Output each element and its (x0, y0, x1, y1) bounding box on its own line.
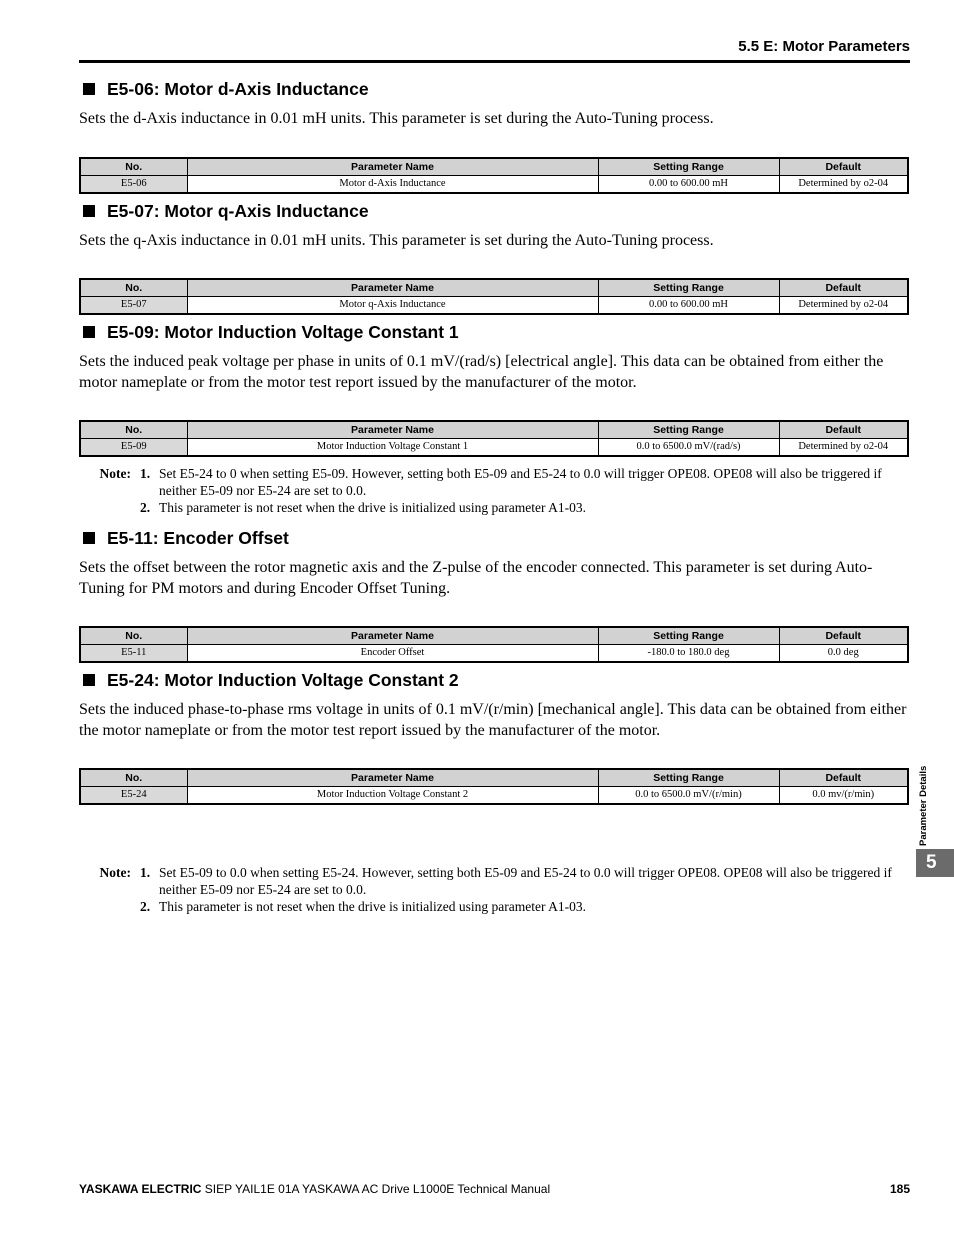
table-header-row (80, 158, 908, 176)
col-header-no: No. (80, 421, 187, 439)
header-title: 5.5 E: Motor Parameters (738, 38, 910, 55)
cell-name: Motor Induction Voltage Constant 1 (187, 439, 598, 457)
square-bullet-icon (83, 326, 95, 338)
table-e5-11 (79, 626, 907, 663)
cell-name: Motor Induction Voltage Constant 2 (187, 787, 598, 805)
col-header-no: No. (80, 279, 187, 297)
footer-doc-title: SIEP YAIL1E 01A YASKAWA AC Drive L1000E Technical Manual (201, 1182, 551, 1196)
page-footer (79, 1181, 910, 1197)
note-item (79, 898, 907, 915)
note-text: This parameter is not reset when the drive is initialized using parameter A1-03. (159, 500, 586, 515)
col-header-no: No. (80, 769, 187, 787)
table-e5-06 (79, 157, 907, 194)
parameter-table (79, 768, 909, 805)
cell-name: Motor q-Axis Inductance (187, 297, 598, 315)
col-header-name: Parameter Name (187, 421, 598, 439)
table-header-row (80, 627, 908, 645)
col-header-range: Setting Range (598, 769, 779, 787)
note-label: Note: (99, 466, 131, 481)
note-text: This parameter is not reset when the drive is initialized using parameter A1-03. (159, 899, 586, 914)
page-header (79, 38, 910, 63)
table-row (80, 439, 908, 457)
col-header-default: Default (779, 279, 908, 297)
note-item (79, 499, 907, 516)
section-title: E5-09: Motor Induction Voltage Constant 1 (83, 322, 907, 342)
col-header-range: Setting Range (598, 421, 779, 439)
cell-range: 0.00 to 600.00 mH (598, 297, 779, 315)
note-text: Set E5-24 to 0 when setting E5-09. However, setting both E5-09 and E5-24 to 0.0 will trigger OPE08. OPE08 will also be triggered if neither E5-09 nor E5-24 are set to 0.0. (159, 466, 882, 498)
cell-default: Determined by o2-04 (779, 439, 908, 457)
section-title: E5-07: Motor q-Axis Inductance (83, 201, 907, 221)
side-tab-label: Parameter Details (918, 765, 929, 846)
table-header-row (80, 279, 908, 297)
col-header-name: Parameter Name (187, 279, 598, 297)
table-row (80, 787, 908, 805)
section-e5-24 (79, 670, 907, 741)
parameter-table (79, 278, 909, 315)
table-row (80, 176, 908, 194)
col-header-range: Setting Range (598, 627, 779, 645)
cell-default: 0.0 mv/(r/min) (779, 787, 908, 805)
section-description: Sets the offset between the rotor magnetic axis and the Z-pulse of the encoder connected. This parameter is set during Auto-Tuning for PM motors and during Encoder Offset Tuning. (79, 559, 873, 597)
col-header-range: Setting Range (598, 279, 779, 297)
col-header-name: Parameter Name (187, 158, 598, 176)
col-header-no: No. (80, 627, 187, 645)
table-row (80, 645, 908, 663)
cell-name: Motor d-Axis Inductance (187, 176, 598, 194)
table-e5-24 (79, 768, 907, 805)
square-bullet-icon (83, 674, 95, 686)
note-item (79, 465, 907, 499)
cell-no: E5-09 (80, 439, 187, 457)
section-title: E5-24: Motor Induction Voltage Constant 2 (83, 670, 907, 690)
page-number: 185 (889, 1182, 910, 1196)
cell-no: E5-06 (80, 176, 187, 194)
chapter-number: 5 (926, 852, 937, 873)
col-header-default: Default (779, 627, 908, 645)
note-number: 2. (139, 899, 151, 914)
square-bullet-icon (83, 205, 95, 217)
table-e5-09 (79, 420, 907, 457)
table-header-row (80, 421, 908, 439)
section-e5-07 (79, 201, 907, 252)
table-header-row (80, 769, 908, 787)
parameter-table (79, 420, 909, 457)
square-bullet-icon (83, 532, 95, 544)
col-header-no: No. (80, 158, 187, 176)
section-title: E5-06: Motor d-Axis Inductance (83, 79, 907, 99)
footer-brand: YASKAWA ELECTRIC (79, 1182, 202, 1196)
table-e5-07 (79, 278, 907, 315)
section-e5-11 (79, 528, 907, 599)
section-e5-06 (79, 79, 907, 130)
section-title: E5-11: Encoder Offset (83, 528, 907, 548)
cell-no: E5-11 (80, 645, 187, 663)
note-number: 1. (139, 466, 151, 481)
col-header-default: Default (779, 421, 908, 439)
col-header-range: Setting Range (598, 158, 779, 176)
cell-default: Determined by o2-04 (779, 297, 908, 315)
cell-no: E5-07 (80, 297, 187, 315)
table-row (80, 297, 908, 315)
note-text: Set E5-09 to 0.0 when setting E5-24. However, setting both E5-09 and E5-24 to 0.0 will trigger OPE08. OPE08 will also be triggered if neither E5-09 nor E5-24 are set to 0.0. (159, 865, 892, 897)
section-description: Sets the q-Axis inductance in 0.01 mH units. This parameter is set during the Auto-Tuning process. (79, 232, 714, 249)
col-header-default: Default (779, 769, 908, 787)
cell-default: Determined by o2-04 (779, 176, 908, 194)
section-description: Sets the d-Axis inductance in 0.01 mH units. This parameter is set during the Auto-Tuning process. (79, 110, 714, 127)
note-number: 1. (139, 865, 151, 880)
cell-no: E5-24 (80, 787, 187, 805)
section-description: Sets the induced phase-to-phase rms voltage in units of 0.1 mV/(r/min) [mechanical angle]. This data can be obtained from either the motor nameplate or from the motor test report issued by the manufacturer of the motor. (79, 701, 907, 739)
chapter-tab (916, 849, 954, 877)
cell-default: 0.0 deg (779, 645, 908, 663)
notes-e5-24 (79, 864, 907, 915)
parameter-table (79, 157, 909, 194)
cell-range: 0.0 to 6500.0 mV/(r/min) (598, 787, 779, 805)
col-header-default: Default (779, 158, 908, 176)
notes-e5-09 (79, 465, 907, 516)
section-description: Sets the induced peak voltage per phase in units of 0.1 mV/(rad/s) [electrical angle]. This data can be obtained from either the motor nameplate or from the motor test report issued by the manufacturer of the motor. (79, 353, 884, 391)
note-number: 2. (139, 500, 151, 515)
cell-name: Encoder Offset (187, 645, 598, 663)
col-header-name: Parameter Name (187, 769, 598, 787)
cell-range: 0.00 to 600.00 mH (598, 176, 779, 194)
note-item (79, 864, 907, 898)
cell-range: -180.0 to 180.0 deg (598, 645, 779, 663)
note-label: Note: (99, 865, 131, 880)
col-header-name: Parameter Name (187, 627, 598, 645)
cell-range: 0.0 to 6500.0 mV/(rad/s) (598, 439, 779, 457)
section-e5-09 (79, 322, 907, 393)
parameter-table (79, 626, 909, 663)
square-bullet-icon (83, 83, 95, 95)
